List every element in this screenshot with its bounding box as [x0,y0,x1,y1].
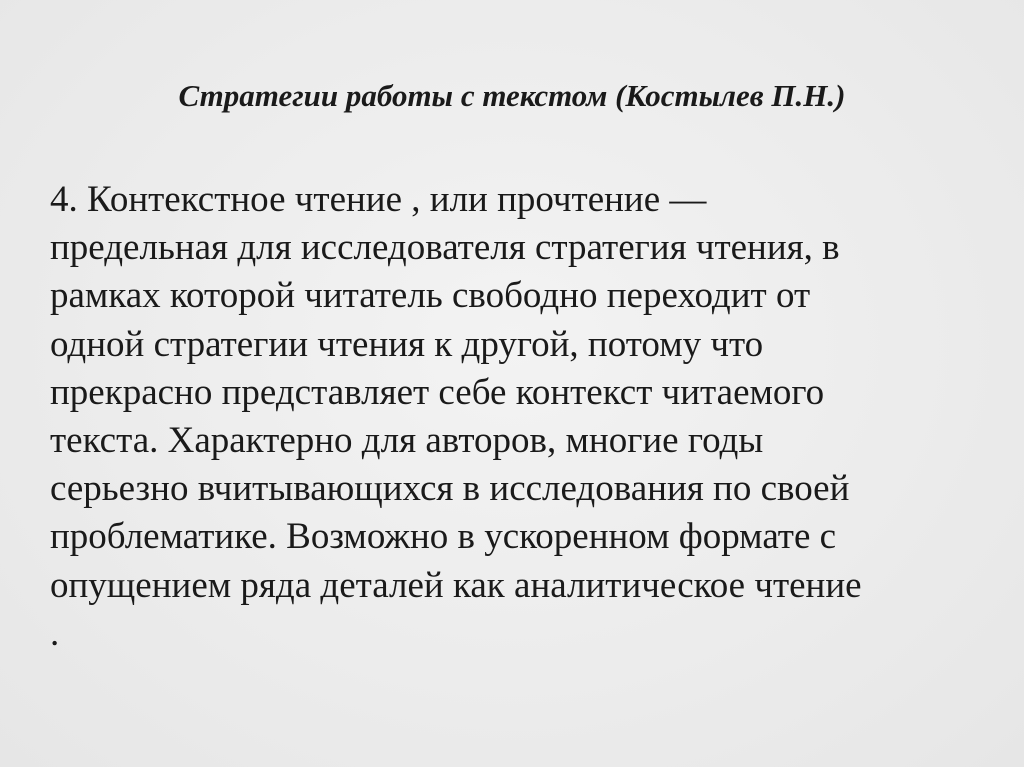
body-line: . [50,612,60,654]
body-line: проблематике. Возможно в ускоренном формате с [50,516,837,558]
body-line: 4. Контекстное чтение , или прочтение — [50,179,707,220]
slide-title: Стратегии работы с текстом (Костылев П.Н.) [178,78,846,113]
body-line: прекрасно представляет себе контекст читаемого [50,371,825,413]
body-line: предельная для исследователя стратегия чтения, в [50,227,840,269]
body-line: текста. Характерно для авторов, многие годы [50,420,764,462]
slide-body-text [50,176,980,658]
body-line: серьезно вчитывающихся в исследования по своей [50,468,850,510]
body-line: опущением ряда деталей как аналитическое чтение [50,564,862,606]
body-line: рамках которой читатель свободно переходит от [50,275,811,317]
body-line: одной стратегии чтения к другой, потому что [50,323,764,365]
